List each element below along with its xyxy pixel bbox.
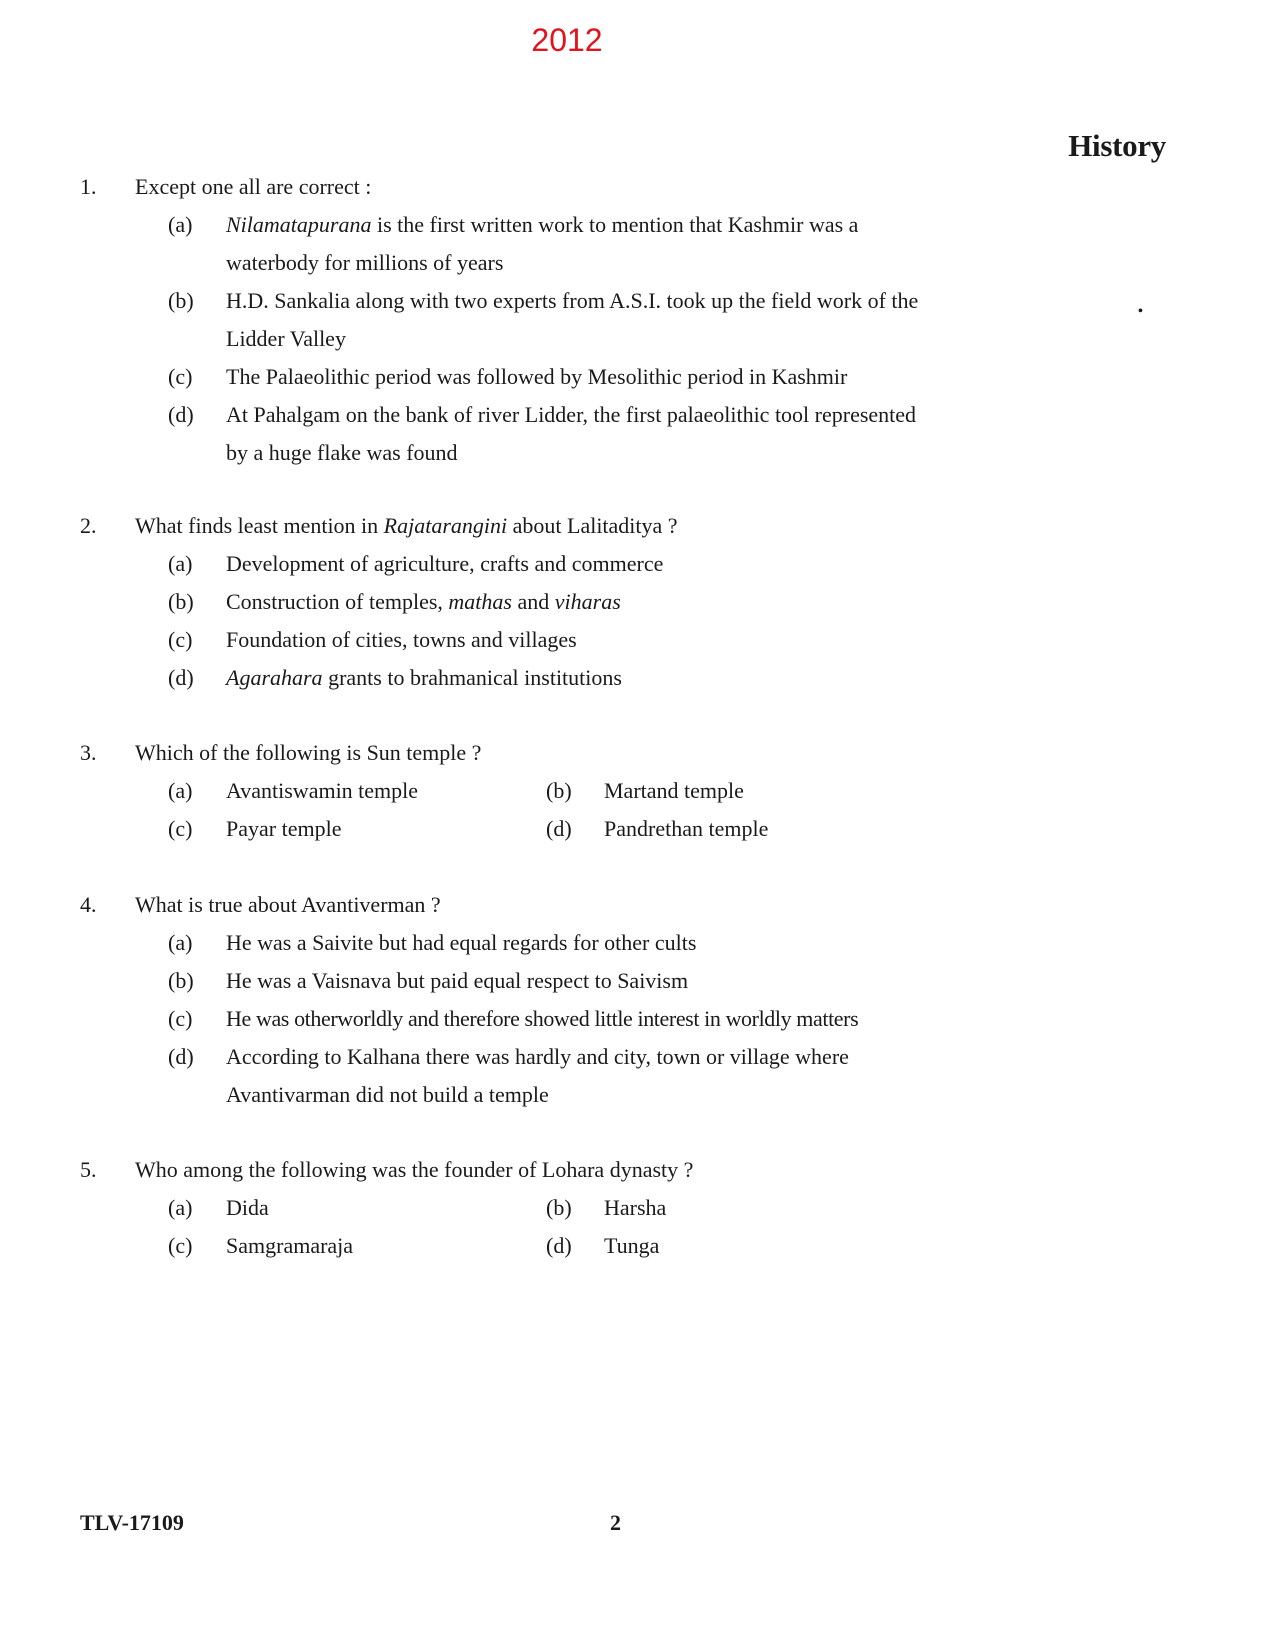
option-label: (d) <box>168 402 194 427</box>
exam-year: 2012 <box>531 22 603 58</box>
options-list <box>168 1189 920 1265</box>
subject-title: History <box>1068 128 1166 163</box>
option-text: H.D. Sankalia along with two experts from A.S.I. took up the field work of the Lidder Valley <box>226 288 919 351</box>
option-label: (c) <box>168 627 193 652</box>
option-label: (a) <box>168 1195 193 1220</box>
italic-term: mathas <box>448 589 512 614</box>
option-label: (a) <box>168 778 193 803</box>
option-label: (a) <box>168 551 193 576</box>
italic-term: Agarahara <box>226 665 323 690</box>
option-a <box>168 206 920 282</box>
option-text: Tunga <box>604 1233 660 1258</box>
option-d <box>546 810 926 848</box>
option-d <box>168 396 920 472</box>
question-4 <box>80 886 920 1114</box>
option-label: (b) <box>546 778 572 803</box>
option-label: (b) <box>546 1195 572 1220</box>
option-a <box>168 772 546 810</box>
italic-term: viharas <box>554 589 621 614</box>
option-text: Construction of temples, mathas and viharas <box>226 589 621 614</box>
option-a <box>168 1189 546 1227</box>
option-b <box>168 282 920 358</box>
question-number: 3. <box>80 740 97 765</box>
options-list <box>168 924 920 1114</box>
option-label: (d) <box>546 816 572 841</box>
option-text: Nilamatapurana is the first written work to mention that Kashmir was a waterbody for millions of years <box>226 212 859 275</box>
option-label: (a) <box>168 212 193 237</box>
options-list <box>168 206 920 472</box>
question-number: 4. <box>80 892 97 917</box>
question-3 <box>80 734 920 848</box>
question-number: 1. <box>80 174 97 199</box>
option-c <box>168 1227 546 1265</box>
option-label: (a) <box>168 930 193 955</box>
options-list <box>168 545 920 697</box>
option-label: (d) <box>168 1044 194 1069</box>
option-text: He was a Saivite but had equal regards for other cults <box>226 930 697 955</box>
option-text: Dida <box>226 1195 269 1220</box>
option-label: (c) <box>168 364 193 389</box>
option-text: The Palaeolithic period was followed by Mesolithic period in Kashmir <box>226 364 848 389</box>
question-text: What is true about Avantiverman ? <box>135 892 441 917</box>
option-text: According to Kalhana there was hardly and city, town or village where Avantivarman did not build a temple <box>226 1044 849 1107</box>
option-d <box>168 1038 920 1114</box>
paper-code: TLV-17109 <box>80 1510 184 1535</box>
question-2 <box>80 507 920 697</box>
option-c <box>168 358 920 396</box>
page-number: 2 <box>610 1510 621 1535</box>
question-text: Except one all are correct : <box>135 174 372 199</box>
question-text: Which of the following is Sun temple ? <box>135 740 482 765</box>
option-label: (c) <box>168 1233 193 1258</box>
option-text: At Pahalgam on the bank of river Lidder, the first palaeolithic tool represented by a huge flake was found <box>226 402 917 465</box>
option-c <box>168 1000 920 1038</box>
question-text: What finds least mention in Rajatarangini about Lalitaditya ? <box>135 513 678 538</box>
question-number: 2. <box>80 513 97 538</box>
option-label: (c) <box>168 816 193 841</box>
option-text: Martand temple <box>604 778 744 803</box>
option-d <box>546 1227 926 1265</box>
option-label: (b) <box>168 589 194 614</box>
italic-term: Nilamatapurana <box>226 212 372 237</box>
options-list <box>168 772 920 848</box>
option-b <box>168 583 920 621</box>
option-text: Development of agriculture, crafts and commerce <box>226 551 664 576</box>
option-a <box>168 545 920 583</box>
italic-term: Rajatarangini <box>383 513 508 538</box>
option-label: (b) <box>168 288 194 313</box>
option-label: (c) <box>168 1006 193 1031</box>
option-label: (d) <box>546 1233 572 1258</box>
option-text: Samgramaraja <box>226 1233 354 1258</box>
question-5 <box>80 1151 920 1265</box>
option-text: Foundation of cities, towns and villages <box>226 627 577 652</box>
question-1 <box>80 168 920 472</box>
option-text: Agarahara grants to brahmanical institutions <box>226 665 622 690</box>
option-b <box>168 962 920 1000</box>
option-text: Payar temple <box>226 816 342 841</box>
option-label: (b) <box>168 968 194 993</box>
option-text: Avantiswamin temple <box>226 778 419 803</box>
option-c <box>168 621 920 659</box>
option-d <box>168 659 920 697</box>
option-c <box>168 810 546 848</box>
option-a <box>168 924 920 962</box>
stray-mark: • <box>1138 304 1143 319</box>
option-text: Harsha <box>604 1195 667 1220</box>
option-text: Pandrethan temple <box>604 816 769 841</box>
option-b <box>546 1189 926 1227</box>
option-b <box>546 772 926 810</box>
option-text: He was otherworldly and therefore showed little interest in worldly matters <box>226 1006 859 1031</box>
option-label: (d) <box>168 665 194 690</box>
question-text: Who among the following was the founder of Lohara dynasty ? <box>135 1157 694 1182</box>
option-text: He was a Vaisnava but paid equal respect to Saivism <box>226 968 689 993</box>
question-number: 5. <box>80 1157 97 1182</box>
